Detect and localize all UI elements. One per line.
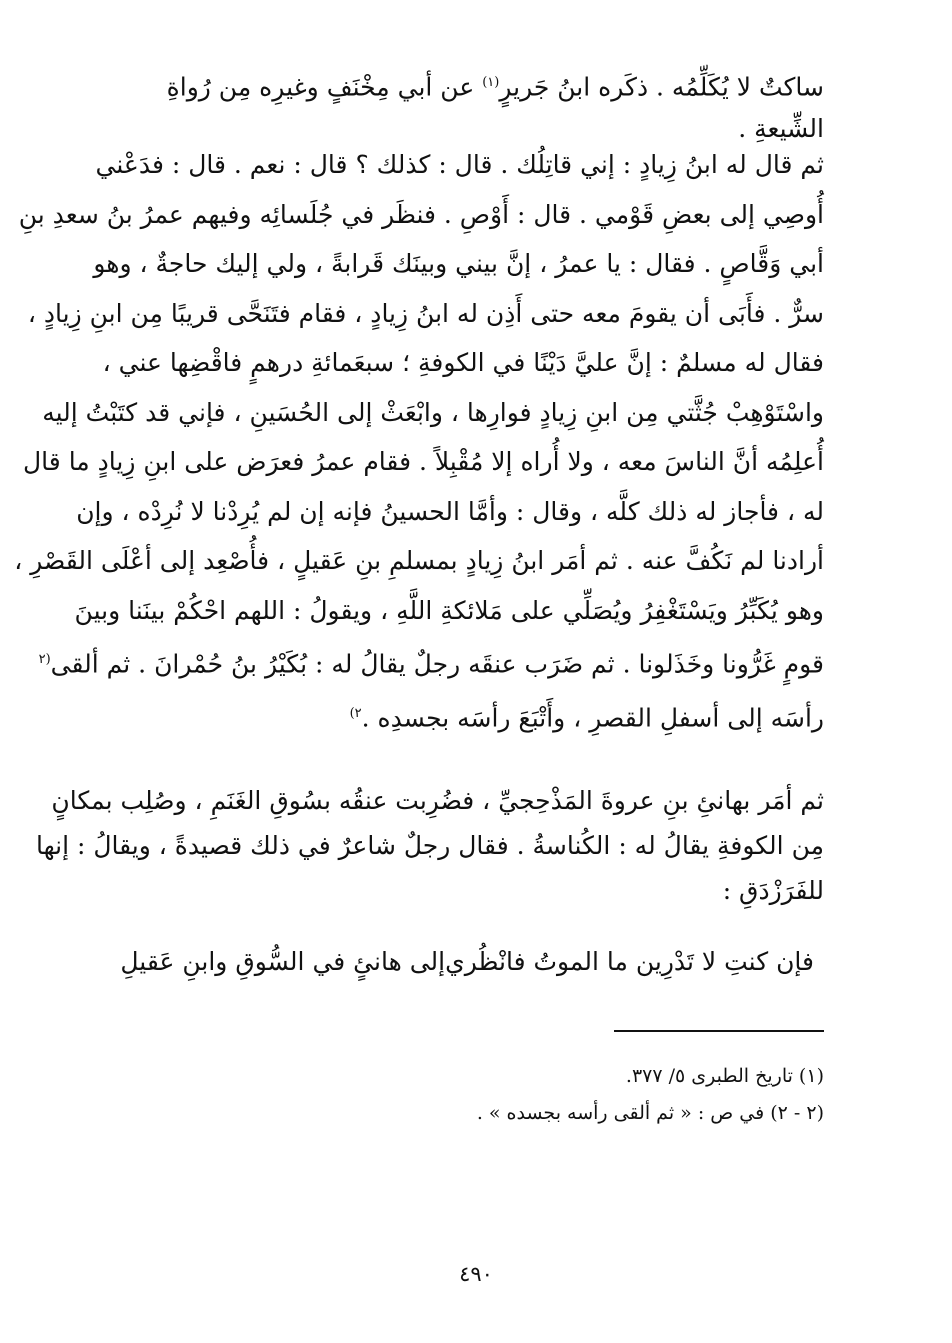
text-line: الشِّيعةِ . xyxy=(738,114,824,144)
text-line-start: ساكتٌ لا يُكَلِّمُه . ذكَره ابنُ جَريرٍ xyxy=(499,72,824,102)
footnote-1: (١) تاريخ الطبرى ٥/ ٣٧٧. xyxy=(625,1065,824,1087)
text-line-body: رأسَه إلى أسفلِ القصرِ ، وأَتْبَعَ رأسَه بجسدِه . xyxy=(361,703,824,733)
paragraph-2 xyxy=(14,140,824,743)
footnotes xyxy=(124,1058,824,1132)
text-line: وهو يُكَبِّرُ ويَسْتَغْفِرُ ويُصَلِّي على مَلائكةِ اللَّهِ ، ويقولُ : اللهم احْكُمْ بينَنا وبينَ xyxy=(74,595,824,625)
text-line: أبي وَقَّاصٍ . فقال : يا عمرُ ، إنَّ بيني وبينَك قَرابةً ، ولي إليك حاجةٌ ، وهو xyxy=(93,249,824,278)
text-line: ثم قال له ابنُ زِيادٍ : إني قاتِلُك . قال : كذلك ؟ قال : نعم . قال : فدَعْني xyxy=(95,150,824,179)
text-line-body: قومٍ غَرُّونا وخَذَلونا . ثم ضَرَب عنقَه رجلٌ يقالُ له : بُكَيْرُ بنُ حُمْرانَ . ثم ألقى xyxy=(50,649,824,679)
paragraph-1 xyxy=(124,62,824,150)
poem-verse xyxy=(120,940,824,984)
text-line xyxy=(124,62,824,108)
text-line: أُوصِي إلى بعضِ قَوْمي . قال : أَوْصِ . فنظَر في جُلَسائِه وفيهم عمرُ بنُ سعدِ بنِ xyxy=(18,199,824,229)
text-line: فقال له مسلمٌ : إنَّ عليَّ دَيْنًا في الكوفةِ ؛ سبعَمائةِ درهمٍ فاقْضِها عني ، xyxy=(102,348,824,377)
footnote-marker-close: ٢) xyxy=(349,705,362,721)
text-line: سرٌّ . فأَبَى أن يقومَ معه حتى أَذِن له ابنُ زِيادٍ ، فقام فتَنَحَّى قريبًا مِن ابنِ زِيادٍ ، xyxy=(27,298,824,328)
poem-first-hemistich: فإن كنتِ لا تَدْرِين ما الموتُ فانْظُري xyxy=(445,947,814,976)
text-line: أُعلِمُه أنَّ الناسَ معه ، ولا أُراه إلا مُقْبِلاً . فقام عمرُ فعرَض على ابنِ زِيادٍ ما قال xyxy=(23,447,824,476)
text-line: واسْتَوْهِبْ جُثَّتي مِن ابنِ زِيادٍ فوارِها ، وابْعَثْ إلى الحُسَينِ ، فإني قد كتَبْتُ إليه xyxy=(42,397,824,427)
footnote-marker: (١) xyxy=(482,75,500,90)
text-line xyxy=(38,635,824,689)
footnote-2: (٢ - ٢) في ص : « ثم ألقى رأسه بجسده » . xyxy=(476,1102,824,1124)
text-line: أرادنا لم نَكُفَّ عنه . ثم أمَر ابنُ زِيادٍ بمسلمِ بنِ عَقيلٍ ، فأُصْعِد إلى أعْلَى القَصْرِ ، xyxy=(14,546,824,575)
footnote-marker-open: (٢ xyxy=(38,652,51,667)
page-number: ٤٩٠ xyxy=(459,1262,493,1286)
text-line xyxy=(124,689,824,743)
footnote-divider xyxy=(614,1030,824,1032)
text-line: ثم أمَر بهانئِ بنِ عروةَ المَذْحِجيِّ ، فضُرِبت عنقُه بسُوقِ الغَنَمِ ، وصُلِب بمكانٍ xyxy=(51,786,824,815)
poem-second-hemistich: إلى هانئٍ في السُّوقِ وابنِ عَقيلِ xyxy=(120,947,446,976)
text-line: له ، فأجاز له ذلك كلَّه ، وقال : وأمَّا الحسينُ فإنه إن لم يُرِدْنا لا نُرِدْه ، وإن xyxy=(76,496,824,526)
text-line: للفَرَزْدَقِ : xyxy=(722,876,824,905)
paragraph-3 xyxy=(36,778,824,913)
text-line: مِن الكوفةِ يقالُ له : الكُناسةُ . فقال رجلٌ شاعرٌ في ذلك قصيدةً ، ويقالُ : إنها xyxy=(36,831,824,860)
text-line-end: عن أبي مِخْنَفٍ وغيرِه مِن رُواةِ xyxy=(166,72,483,102)
